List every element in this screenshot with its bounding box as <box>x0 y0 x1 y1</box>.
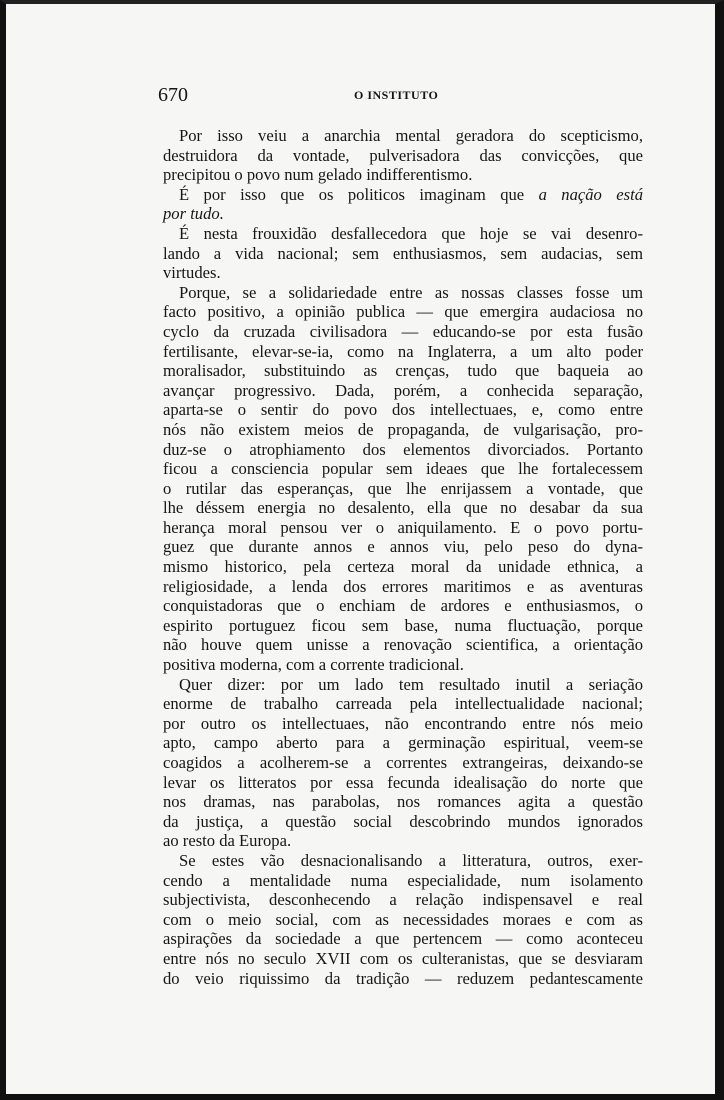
text-line <box>163 871 643 891</box>
text-line-content: entre nós no seculo XVII com os culteranistas, que se desviaram <box>163 948 643 968</box>
text-line-content: É nesta frouxidão desfallecedora que hoje se vai desenro- <box>179 223 643 243</box>
text-line <box>163 537 643 557</box>
text-line-content: enorme de trabalho carreada pela intellectualidade nacional; <box>163 694 643 714</box>
text-line <box>163 126 643 146</box>
text-line <box>163 361 643 381</box>
text-line-content: virtudes. <box>163 263 221 283</box>
text-line-content: religiosidade, a lenda dos errores maritimos e as aventuras <box>163 576 643 596</box>
text-line <box>163 596 643 616</box>
text-line <box>163 733 643 753</box>
text-line <box>163 420 643 440</box>
text-line-content: aparta-se o sentir do povo dos intellectuaes, e, como entre <box>163 400 643 420</box>
text-line <box>163 244 643 264</box>
text-line <box>163 773 643 793</box>
text-line <box>163 910 643 930</box>
text-line <box>163 557 643 577</box>
text-line <box>163 969 643 989</box>
text-line <box>163 146 643 166</box>
text-line-content: Quer dizer: por um lado tem resultado inutil a seriação <box>179 674 643 694</box>
text-line-content: levar os litteratos por essa fecunda idealisação do norte que <box>163 772 643 792</box>
text-line <box>163 263 643 283</box>
text-line-content: positiva moderna, com a corrente tradicional. <box>163 655 464 675</box>
text-line <box>163 812 643 832</box>
text-line-content: com o meio social, com as necessidades moraes e com as <box>163 909 643 929</box>
text-line <box>163 479 643 499</box>
text-line <box>163 342 643 362</box>
text-line-content: precipitou o povo num gelado indifferentismo. <box>163 165 473 185</box>
text-line-content: ao resto da Europa. <box>163 831 292 851</box>
text-line <box>163 204 643 224</box>
text-line-content: por outro os intellectuaes, não encontrando entre nós meio <box>163 713 643 733</box>
text-line-content: mismo historico, pela certeza moral da unidade ethnica, a <box>163 557 643 577</box>
text-line-content: aspirações da sociedade a que pertencem — como aconteceu <box>163 929 643 949</box>
text-line-content: avançar progressivo. Dada, porém, a conhecida separação, <box>163 380 643 400</box>
text-line-content: lhe déssem energia no desalento, ella que no desabar da sua <box>163 498 643 518</box>
text-line-content: É por isso que os politicos imaginam que <box>179 184 539 204</box>
text-line <box>163 792 643 812</box>
text-line-content: duz-se o atrophiamento dos elementos divorciados. Portanto <box>163 439 643 459</box>
text-line <box>163 949 643 969</box>
text-line-content: espirito portuguez ficou sem base, numa fluctuação, porque <box>163 615 643 635</box>
text-line <box>163 655 643 675</box>
text-line-content: nós não existem meios de propaganda, de vulgarisação, pro- <box>163 419 643 439</box>
running-title: O INSTITUTO <box>354 88 439 102</box>
text-line-content: cendo a mentalidade numa especialidade, num isolamento <box>163 870 643 890</box>
text-line <box>163 694 643 714</box>
text-line-content: facto positivo, a opinião publica — que emergira audaciosa no <box>163 302 643 322</box>
text-line-content: moralisador, substituindo as crenças, tudo que baqueia ao <box>163 361 643 381</box>
text-line-content: herança moral pensou ver o aniquilamento. E o povo portu- <box>163 517 643 537</box>
text-line-content: conquistadoras que o enchiam de ardores e enthusiasmos, o <box>163 596 643 616</box>
text-line-italic: por tudo. <box>163 204 224 224</box>
text-line <box>163 165 643 185</box>
running-head <box>158 84 652 108</box>
body-text <box>163 126 643 988</box>
text-line-content: Por isso veiu a anarchia mental geradora do scepticismo, <box>179 126 643 145</box>
text-line-content: ficou a consciencia popular sem ideaes que lhe fortalecessem <box>163 459 643 479</box>
text-line-italic: a nação está <box>538 184 643 204</box>
text-line-content: guez que durante annos e annos viu, pelo peso do dyna- <box>163 537 643 557</box>
text-line <box>163 322 643 342</box>
text-line-content: não houve quem unisse a renovação scientifica, a orientação <box>163 635 643 655</box>
text-line <box>163 185 643 205</box>
text-line-content: da justiça, a questão social descobrindo mundos ignorados <box>163 811 643 831</box>
text-line-content: cyclo da cruzada civilisadora — educando-se por esta fusão <box>163 321 643 341</box>
text-line-content: o rutilar das esperanças, que lhe enrijassem a vontade, que <box>163 478 643 498</box>
text-line-content: do veio riquissimo da tradição — reduzem pedantescamente <box>163 968 643 988</box>
text-line <box>163 440 643 460</box>
text-line <box>163 851 643 871</box>
text-line <box>163 498 643 518</box>
text-line <box>163 224 643 244</box>
page-number: 670 <box>158 84 188 106</box>
text-line <box>163 753 643 773</box>
text-line <box>163 283 643 303</box>
text-line-content: coagidos a acolherem-se a correntes extrangeiras, deixando-se <box>163 753 643 772</box>
text-line-content: fertilisante, elevar-se-ia, como na Inglaterra, a um alto poder <box>163 341 643 361</box>
text-line <box>163 381 643 401</box>
text-line <box>163 302 643 322</box>
text-line <box>163 459 643 479</box>
text-line <box>163 577 643 597</box>
text-line <box>163 616 643 636</box>
text-line-content: apto, campo aberto para a germinação espiritual, veem-se <box>163 733 643 753</box>
text-line-content: destruidora da vontade, pulverisadora das convicções, que <box>163 145 643 165</box>
text-line-content: nos dramas, nas parabolas, nos romances agita a questão <box>163 792 643 812</box>
text-line <box>163 518 643 538</box>
text-line-content: Porque, se a solidariedade entre as nossas classes fosse um <box>179 282 643 302</box>
text-line-content: subjectivista, desconhecendo a relação indispensavel e real <box>163 890 643 910</box>
text-line-content: lando a vida nacional; sem enthusiasmos, sem audacias, sem <box>163 243 643 263</box>
text-line <box>163 831 643 851</box>
text-line <box>163 714 643 734</box>
text-line <box>163 400 643 420</box>
text-line <box>163 635 643 655</box>
text-line-content: Se estes vão desnacionalisando a litteratura, outros, exer- <box>179 850 643 870</box>
text-line <box>163 890 643 910</box>
text-line <box>163 675 643 695</box>
text-line <box>163 929 643 949</box>
